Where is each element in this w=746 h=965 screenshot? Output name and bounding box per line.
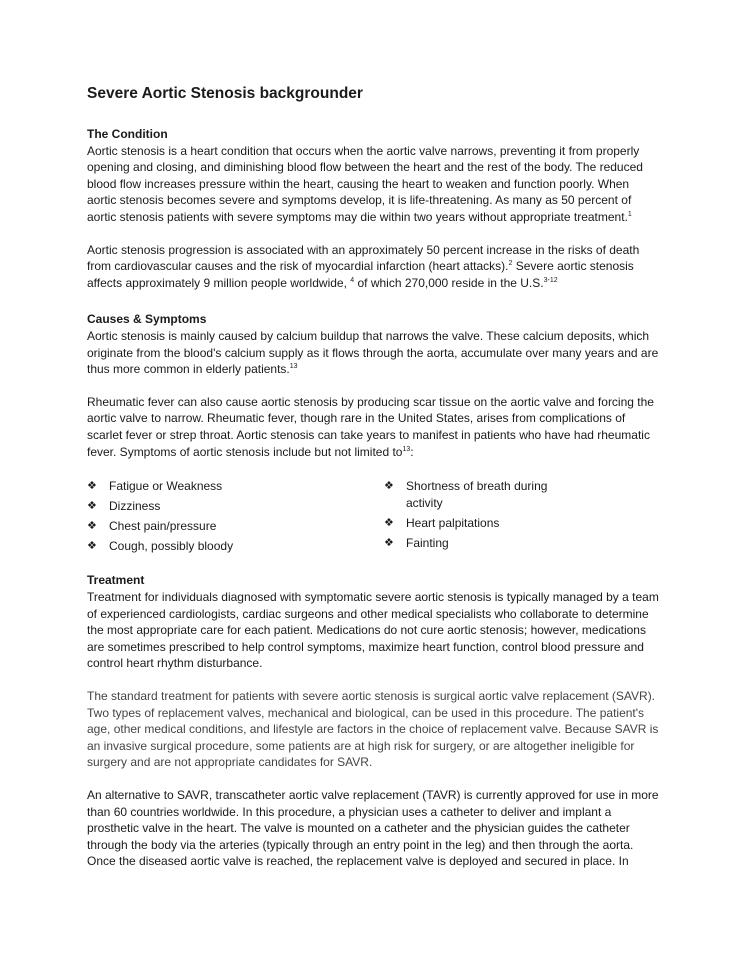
bullet-diamond-icon: ❖ <box>87 499 97 513</box>
footnote-ref: 13 <box>402 445 411 453</box>
footnote-ref: 3-12 <box>543 276 558 284</box>
bullet-diamond-icon: ❖ <box>87 539 97 553</box>
condition-paragraph-1 <box>87 143 661 226</box>
bullet-diamond-icon: ❖ <box>87 479 97 493</box>
treatment-paragraph-3: An alternative to SAVR, transcatheter aortic valve replacement (TAVR) is currently approved for use in more than 60 countries worldwide. In this procedure, a physician uses a catheter to deliver and implant a prosthetic valve in the heart. The valve is mounted on a catheter and the physician guides the catheter through the body via the arteries (typically through an entry point in the leg) and then through the aorta. Once the diseased aortic valve is reached, the replacement valve is deployed and secured in place. In <box>87 788 659 869</box>
document-page <box>87 84 661 886</box>
symptom-text: Chest pain/pressure <box>109 519 217 534</box>
list-item <box>87 478 364 495</box>
list-item <box>384 535 571 552</box>
symptoms-column-left <box>87 478 364 558</box>
list-item <box>384 478 571 511</box>
causes-p2-text: Rheumatic fever can also cause aortic stenosis by producing scar tissue on the aortic valve and forcing the aortic valve to narrow. Rheumatic fever, though rare in the United States, arises from complications of scarlet fever or strep throat. Aortic stenosis can take years to manifest in patients who have had rheumatic fever. Symptoms of aortic stenosis include but not limited to <box>87 394 654 459</box>
causes-paragraph-2 <box>87 394 661 460</box>
list-item <box>384 515 571 532</box>
bullet-diamond-icon: ❖ <box>87 519 97 533</box>
symptom-text: Heart palpitations <box>406 515 500 530</box>
footnote-ref: 4 <box>350 276 355 284</box>
bullet-diamond-icon: ❖ <box>384 479 394 493</box>
symptoms-column-right <box>364 478 661 558</box>
footnote-ref: 1 <box>627 210 632 218</box>
section-heading-condition: The Condition <box>87 127 168 141</box>
causes-p1-text: Aortic stenosis is mainly caused by calcium buildup that narrows the valve. These calcium deposits, which originate from the blood's calcium supply as it flows through the aorta, accumulate over many years and are thus more common in elderly patients. <box>87 328 659 377</box>
condition-p2-text-b: Severe aortic stenosis affects approximately 9 million people worldwide, <box>87 259 634 290</box>
footnote-ref: 13 <box>289 363 298 371</box>
footnote-ref: 2 <box>508 260 513 268</box>
symptom-text: Fainting <box>406 535 449 550</box>
symptom-text: Shortness of breath during activity <box>406 479 548 510</box>
symptom-text: Dizziness <box>109 499 161 514</box>
causes-paragraph-1 <box>87 328 661 378</box>
treatment-paragraph-2: The standard treatment for patients with severe aortic stenosis is surgical aortic valve replacement (SAVR). Two types of replacement valves, mechanical and biological, can be used in this procedure. The patient's age, other medical conditions, and lifestyle are factors in the choice of replacement valve. Because SAVR is an invasive surgical procedure, some patients are at high risk for surgery, or are altogether ineligible for surgery and are not appropriate candidates for SAVR. <box>87 689 659 770</box>
condition-p2-text-a: Aortic stenosis progression is associated with an approximately 50 percent increase in the risks of death from cardiovascular causes and the risk of myocardial infarction (heart attacks). <box>87 242 640 274</box>
treatment-paragraph-1: Treatment for individuals diagnosed with symptomatic severe aortic stenosis is typically managed by a team of experienced cardiologists, cardiac surgeons and other medical specialists who collaborate to determine the most appropriate care for each patient. Medications do not cure aortic stenosis; however, medications are sometimes prescribed to help control symptoms, maximize heart function, control blood pressure and control heart rhythm disturbance. <box>87 590 659 671</box>
section-heading-causes: Causes & Symptoms <box>87 312 207 327</box>
condition-p1-text: Aortic stenosis is a heart condition that occurs when the aortic valve narrows, preventing it from properly opening and closing, and diminishing blood flow between the heart and the rest of the body. The reduced blood flow increases pressure within the heart, causing the heart to weaken and function poorly. When aortic stenosis becomes severe and symptoms develop, it is life-threatening. As many as 50 percent of aortic stenosis patients with severe symptoms may die within two years without appropriate treatment. <box>87 143 643 224</box>
bullet-diamond-icon: ❖ <box>384 535 394 549</box>
causes-p2-end: : <box>410 444 414 459</box>
list-item <box>87 498 364 515</box>
list-item <box>87 518 364 535</box>
list-item <box>87 538 364 555</box>
document-title: Severe Aortic Stenosis backgrounder <box>87 85 363 102</box>
symptom-text: Cough, possibly bloody <box>109 539 234 554</box>
section-heading-treatment: Treatment <box>87 573 145 588</box>
bullet-diamond-icon: ❖ <box>384 515 394 529</box>
condition-paragraph-2 <box>87 242 661 292</box>
condition-p2-text-c: of which 270,000 reside in the U.S. <box>354 275 544 290</box>
symptoms-list <box>87 478 661 558</box>
symptom-text: Fatigue or Weakness <box>109 479 223 494</box>
